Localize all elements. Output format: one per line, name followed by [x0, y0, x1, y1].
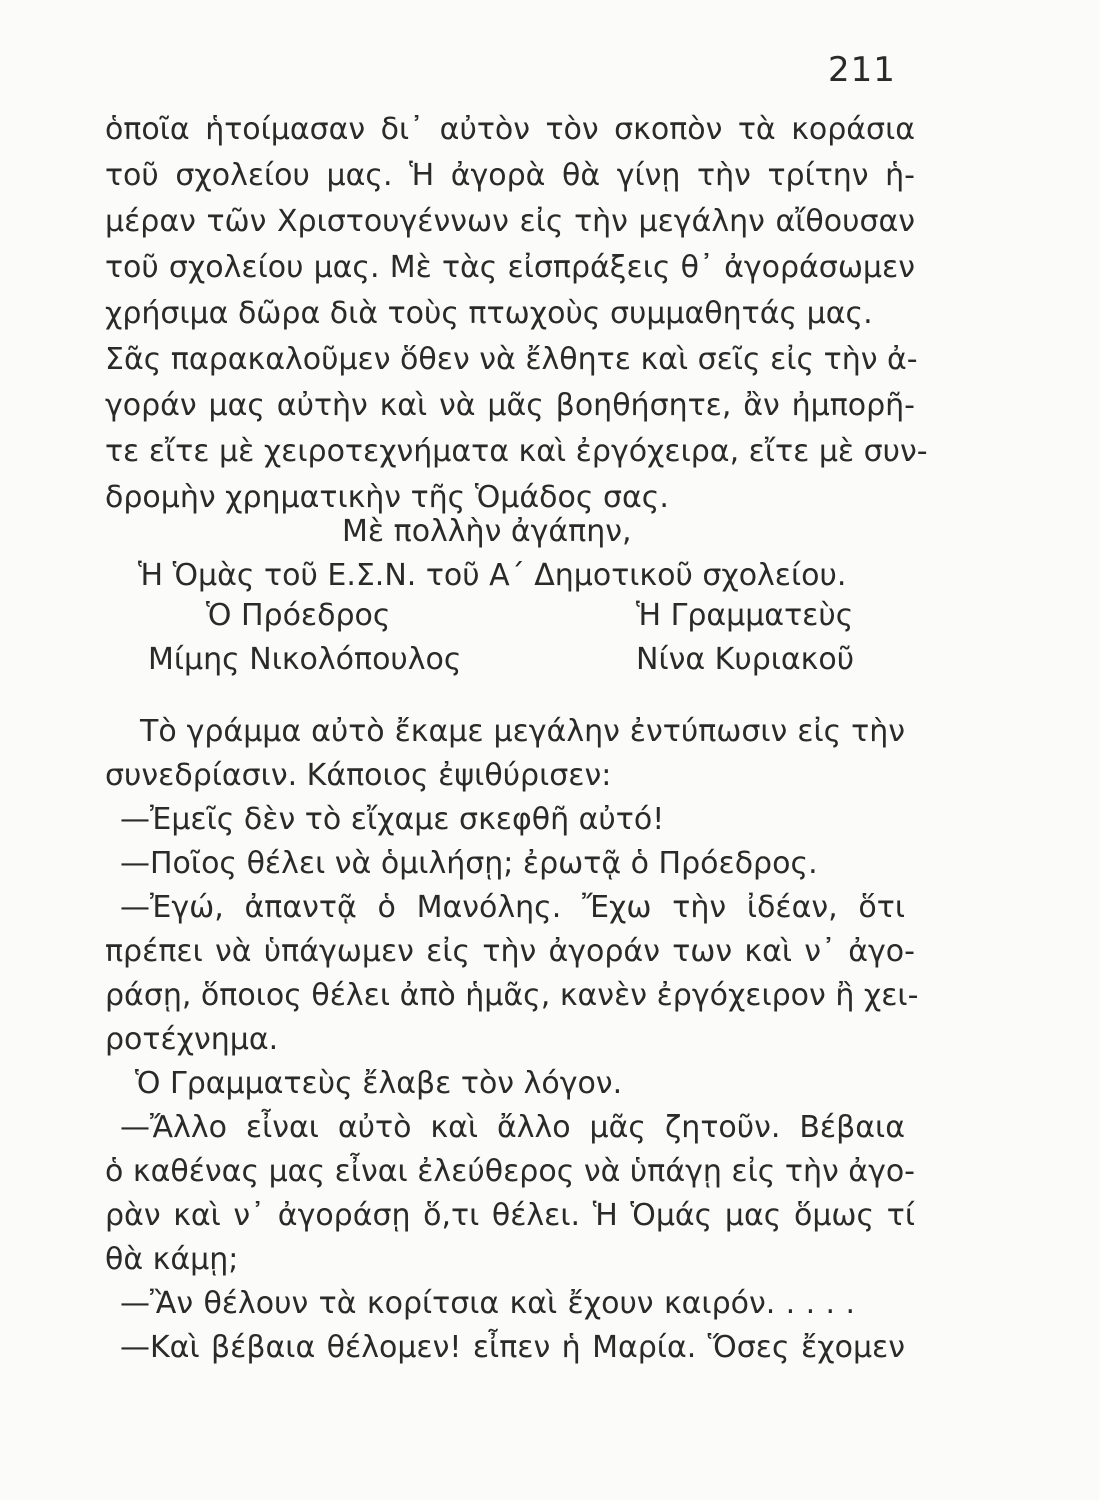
dialogue-line: —Καὶ βέβαια θέλομεν! εἶπεν ἡ Μαρία. Ὅσες ἔχομεν	[120, 1330, 905, 1365]
group-line: Ἡ Ὁμὰς τοῦ Ε.Σ.Ν. τοῦ Α΄ Δημοτικοῦ σχολείου.	[138, 558, 847, 593]
text-line: Σᾶς παρακαλοῦμεν ὅθεν νὰ ἔλθητε καὶ σεῖς εἰς τὴν ἀ-	[105, 342, 918, 377]
text-line: τοῦ σχολείου μας. Ἡ ἀγορὰ θὰ γίνῃ τὴν τρίτην ἡ-	[105, 158, 915, 193]
president-title: Ὁ Πρόεδρος	[206, 598, 391, 633]
text-line: τοῦ σχολείου μας. Μὲ τὰς εἰσπράξεις θ᾽ ἀγοράσωμεν	[105, 250, 915, 285]
text-line: ροτέχνημα.	[105, 1022, 279, 1057]
dialogue-line: —Ἂν θέλουν τὰ κορίτσια καὶ ἔχουν καιρόν. . . . .	[120, 1286, 855, 1321]
president-name: Μίμης Νικολόπουλος	[148, 642, 462, 677]
text-line: ὁ καθένας μας εἶναι ἐλεύθερος νὰ ὑπάγῃ εἰς τὴν ἀγο-	[105, 1154, 915, 1189]
text-line: ρὰν καὶ ν᾽ ἀγοράσῃ ὅ,τι θέλει. Ἡ Ὁμάς μας ὅμως τί	[105, 1198, 915, 1233]
dialogue-line: —Ἐγώ, ἀπαντᾷ ὁ Μανόλης. Ἔχω τὴν ἰδέαν, ὅτι	[120, 890, 905, 925]
text-line: ράσῃ, ὅποιος θέλει ἀπὸ ἡμᾶς, κανὲν ἐργόχειρον ἢ χει-	[105, 978, 919, 1013]
secretary-title: Ἡ Γραμματεὺς	[636, 598, 854, 633]
text-line: Τὸ γράμμα αὐτὸ ἔκαμε μεγάλην ἐντύπωσιν εἰς τὴν	[140, 714, 905, 749]
text-line: χρήσιμα δῶρα διὰ τοὺς πτωχοὺς συμμαθητάς μας.	[105, 296, 873, 331]
dialogue-line: —Ἐμεῖς δὲν τὸ εἴχαμε σκεφθῆ αὐτό!	[120, 802, 665, 837]
text-line: πρέπει νὰ ὑπάγωμεν εἰς τὴν ἀγοράν των καὶ ν᾽ ἀγο-	[105, 934, 915, 969]
text-line: Ὁ Γραμματεὺς ἔλαβε τὸν λόγον.	[135, 1066, 623, 1101]
text-line: γοράν μας αὐτὴν καὶ νὰ μᾶς βοηθήσητε, ἂν ἠμπορῆ-	[105, 388, 915, 423]
page-number: 211	[828, 50, 896, 90]
dialogue-line: —Ποῖος θέλει νὰ ὁμιλήσῃ; ἐρωτᾷ ὁ Πρόεδρος.	[120, 846, 818, 881]
text-line: δρομὴν χρηματικὴν τῆς Ὁμάδος σας.	[105, 480, 669, 515]
text-line: συνεδρίασιν. Κάποιος ἐψιθύρισεν:	[105, 758, 612, 793]
text-line: θὰ κάμῃ;	[105, 1242, 239, 1277]
text-line: τε εἴτε μὲ χειροτεχνήματα καὶ ἐργόχειρα, εἴτε μὲ συν-	[105, 434, 928, 469]
dialogue-line: —Ἄλλο εἶναι αὐτὸ καὶ ἄλλο μᾶς ζητοῦν. Βέβαια	[120, 1110, 905, 1145]
text-line: μέραν τῶν Χριστουγέννων εἰς τὴν μεγάλην αἴθουσαν	[105, 204, 915, 239]
text-line: ὁποῖα ἡτοίμασαν δι᾽ αὐτὸν τὸν σκοπὸν τὰ κοράσια	[105, 112, 915, 147]
secretary-name: Νίνα Κυριακοῦ	[636, 642, 855, 677]
closing-line: Μὲ πολλὴν ἀγάπην,	[342, 514, 632, 549]
